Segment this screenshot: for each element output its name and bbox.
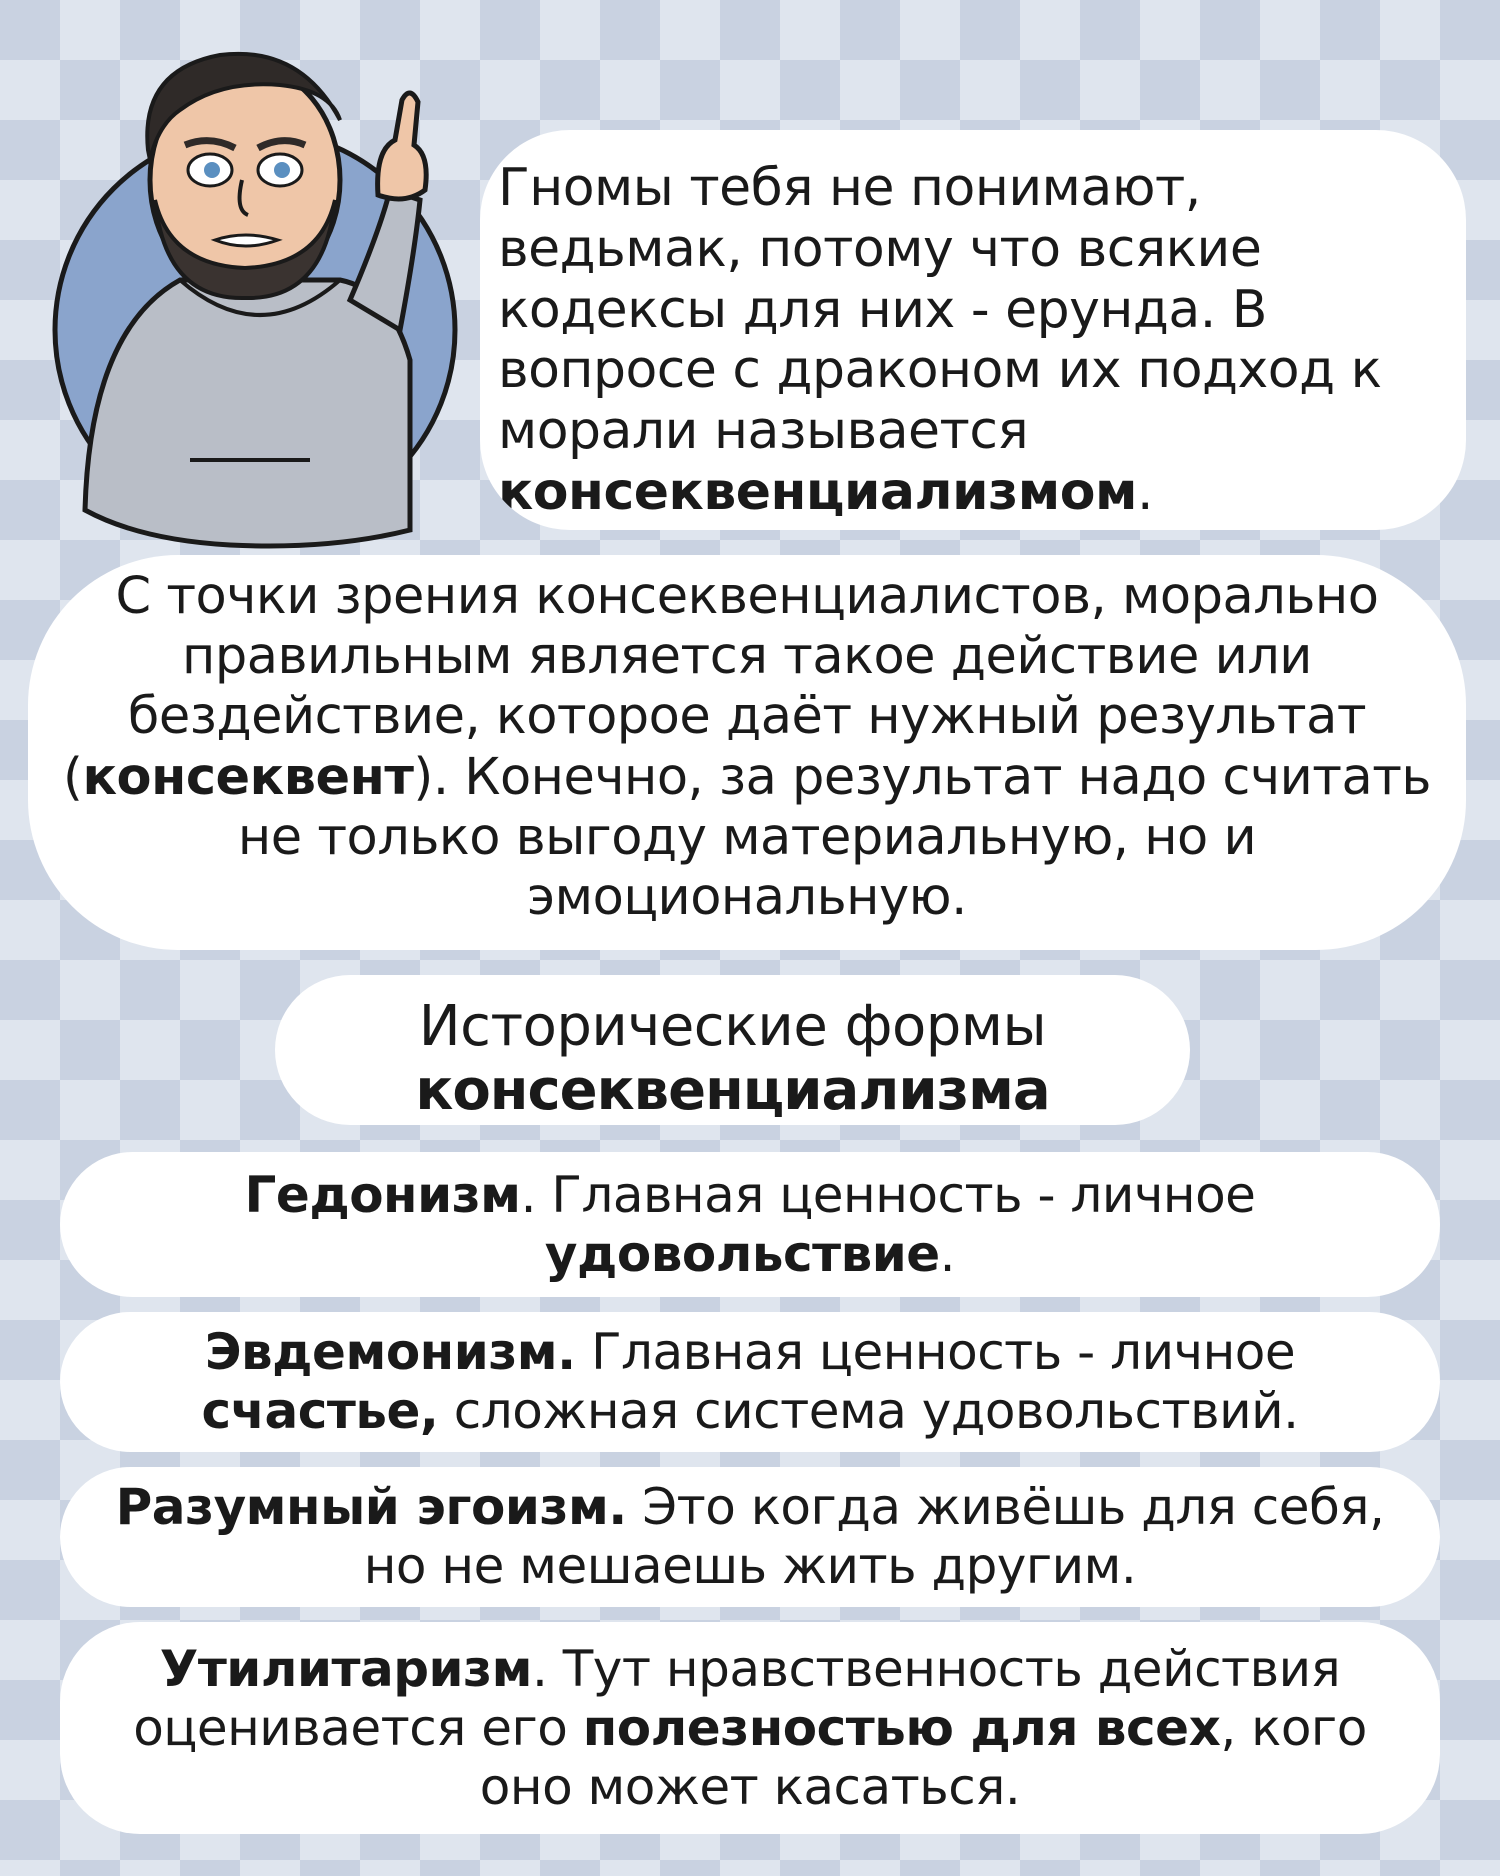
intro-bubble — [480, 130, 1466, 530]
avatar-illustration — [30, 30, 500, 550]
definition-text-2: ). Конечно, за результат надо считать не только выгоду материальную, но и эмоциональную. — [237, 747, 1431, 927]
item-text-2: , кого оно может касаться. — [479, 1698, 1367, 1816]
definition-bubble — [28, 555, 1466, 950]
definition-bold-term: консеквент — [82, 747, 414, 807]
item-text-1: Главная ценность - личное — [575, 1323, 1296, 1381]
form-item-hedonism — [60, 1152, 1440, 1297]
form-item-eudaimonism — [60, 1312, 1440, 1452]
pointing-hand-icon — [378, 93, 427, 199]
forms-title-bubble — [275, 975, 1190, 1125]
item-text-1: Это когда живёшь для себя, но не мешаешь жить другим. — [363, 1478, 1385, 1595]
item-bold: удовольствие — [544, 1224, 940, 1283]
item-text-1: Тут нравственность действия оценивается его — [133, 1639, 1341, 1757]
item-bold: полезностью для всех — [582, 1698, 1221, 1757]
hoodie-icon — [85, 280, 410, 546]
item-term: Разумный эгоизм. — [115, 1478, 627, 1536]
intro-text: Гномы тебя не понимают, ведьмак, потому что всякие кодексы для них - ерунда. В вопросе с драконом их подход к морали называется — [498, 158, 1382, 462]
item-bold: счастье, — [201, 1382, 439, 1440]
item-text-1: Главная ценность - личное — [535, 1165, 1256, 1224]
item-term: Утилитаризм — [159, 1639, 532, 1698]
item-sep: . — [520, 1165, 536, 1224]
intro-bold-term: консеквенциализмом — [498, 462, 1137, 523]
form-item-utilitarianism — [60, 1622, 1440, 1834]
intro-end: . — [1136, 462, 1153, 523]
item-text-2: сложная система удовольствий. — [438, 1382, 1299, 1440]
item-term: Эвдемонизм. — [204, 1323, 576, 1381]
definition-text-1: С точки зрения консеквенциалистов, морально правильным является такое действие или бездействие, которое даёт нужный результат ( — [63, 567, 1379, 807]
item-sep: . — [531, 1639, 548, 1698]
forms-title-line1: Исторические формы — [418, 994, 1047, 1059]
item-term: Гедонизм — [244, 1165, 521, 1224]
forms-title-line2: консеквенциализма — [415, 1058, 1050, 1124]
form-item-rational-egoism — [60, 1467, 1440, 1607]
item-text-2: . — [939, 1224, 956, 1283]
